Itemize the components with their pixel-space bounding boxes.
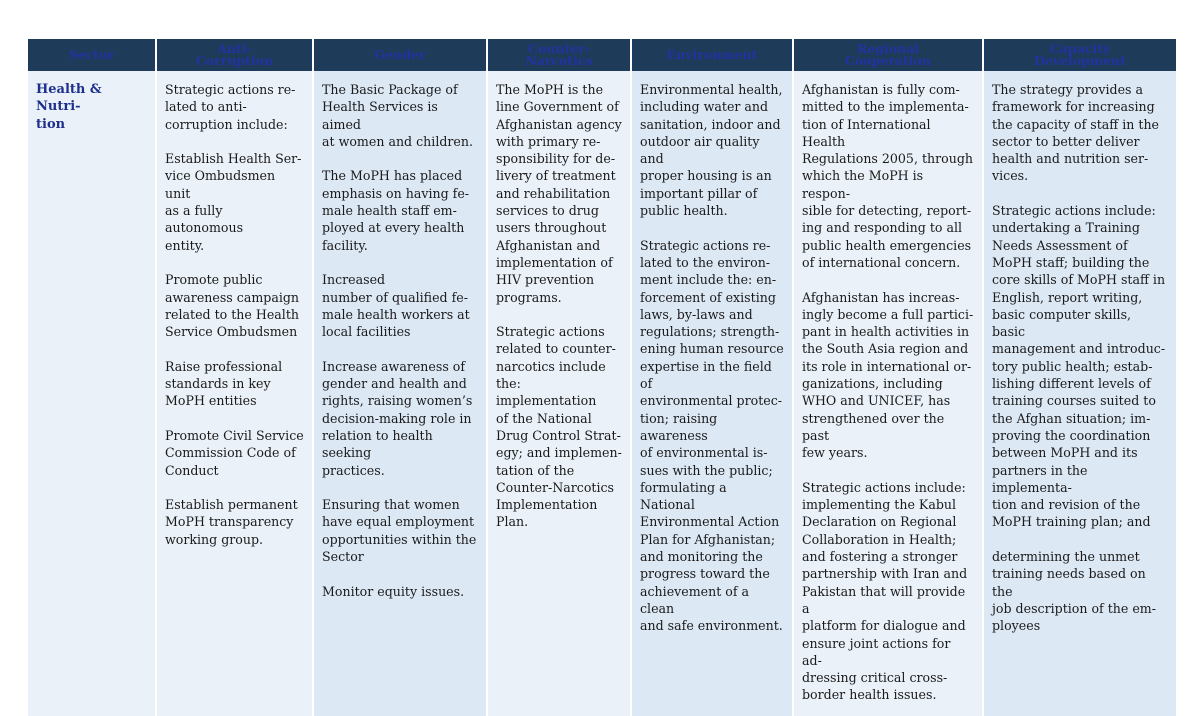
anti-corruption-text [165, 81, 304, 548]
anti-corruption-cell [156, 71, 313, 716]
counter-narcotics-cell [487, 71, 631, 716]
header-sector: Sector [28, 39, 156, 71]
paragraph: Strategic actions include: implementing the Kabul Declaration on Regional Collaboration in Health; and fostering a stronger partnership with Iran and Pakistan that will provide a platform for dialogue and ensure joint actions for ad- dressing critical cross- border health issues. [802, 479, 968, 703]
header-gender: Gender [313, 39, 487, 71]
header-capacity-development: Capacity Development [983, 39, 1176, 71]
table-row [28, 71, 1176, 716]
paragraph: Strategic actions include: undertaking a Training Needs Assessment of MoPH staff; building the core skills of MoPH staff in English, report writing, basic computer skills, basic management and introduc- tory public health; estab- lishing different levels of training courses suited to the Afghan situation; im- proving the coordination between MoPH and its partners in the implementa- tion and revision of the MoPH training plan; and [992, 203, 1166, 530]
paragraph: Ensuring that women have equal employment opportunities within the Sector [322, 497, 477, 565]
sector-cell [28, 71, 156, 716]
header-counter-narcotics: Counter- Narcotics [487, 39, 631, 71]
paragraph: The strategy provides a framework for increasing the capacity of staff in the sector to better deliver health and nutrition ser- vices. [992, 82, 1160, 184]
paragraph: Strategic actions related to counter- narcotics include the: implementation of the National Drug Control Strat- egy; and implemen- tation of the Counter-Narcotics Implementation Plan. [496, 324, 622, 530]
paragraph: Establish permanent MoPH transparency working group. [165, 497, 298, 547]
paragraph: The Basic Package of Health Services is aimed at women and children. [322, 82, 473, 149]
paragraph: Environmental health, including water and sanitation, indoor and outdoor air quality and proper housing is an important pillar of public health. [640, 82, 783, 219]
regional-cooperation-text [802, 81, 974, 704]
capacity-development-cell [983, 71, 1176, 716]
paragraph: Promote Civil Service Commission Code of Conduct [165, 427, 304, 478]
environment-cell [631, 71, 793, 716]
paragraph: Increased number of qualified fe- male health workers at local facilities [322, 272, 470, 340]
regional-cooperation-cell [793, 71, 983, 716]
paragraph: Raise professional standards in key MoPH entities [165, 358, 283, 409]
paragraph: Increase awareness of gender and health and rights, raising women’s decision-making role in relation to health seeking practices. [322, 358, 473, 478]
gender-text [322, 81, 478, 600]
header-environment: Environment [631, 39, 793, 71]
capacity-development-text [992, 81, 1168, 635]
paragraph: determining the unmet training needs based on the job description of the em- ployees [992, 549, 1157, 634]
paragraph: Strategic actions re- lated to anti- corruption include: [165, 82, 296, 132]
header-anti-corruption: Anti- Corruption [156, 39, 313, 71]
paragraph: Afghanistan has increas- ingly become a full partici- pant in health activities in the South Asia region and its role in international or- ganizations, including WHO and UNICEF, has strengthened over the past few years. [802, 289, 974, 461]
table-header-row [28, 39, 1176, 71]
paragraph: Monitor equity issues. [322, 583, 465, 599]
paragraph: Promote public awareness campaign related to the Health Service Ombudsmen [165, 272, 300, 340]
paragraph: The MoPH is the line Government of Afghanistan agency with primary re- sponsibility for de- livery of treatment and rehabilitation services to drug users throughout Afghanistan and implementation of HIV prevention programs. [496, 82, 622, 305]
environment-text [640, 81, 784, 635]
sector-label: Health & Nutri- tion [36, 82, 102, 132]
cross-cutting-issues-table [28, 39, 1176, 716]
strategy-table-container [28, 39, 1176, 716]
gender-cell [313, 71, 487, 716]
counter-narcotics-text [496, 81, 622, 531]
paragraph: Establish Health Ser- vice Ombudsmen unit as a fully autonomous entity. [165, 151, 302, 253]
paragraph: The MoPH has placed emphasis on having fe- male health staff em- ployed at every health facility. [322, 168, 470, 253]
header-regional-cooperation: Regional Cooperation [793, 39, 983, 71]
paragraph: Afghanistan is fully com- mitted to the implementa- tion of International Health Regulations 2005, through which the MoPH is respon- sible for detecting, report- ing and responding to all public health emergencies of international concern. [802, 82, 974, 270]
paragraph: Strategic actions re- lated to the environ- ment include the: en- forcement of existing laws, by-laws and regulations; strength- ening human resource expertise in the field of environmental protec- tion; raising awareness of environmental is- sues with the public; formulating a National Environmental Action Plan for Afghanistan; and monitoring the progress toward the achievement of a clean and safe environment. [640, 237, 784, 634]
